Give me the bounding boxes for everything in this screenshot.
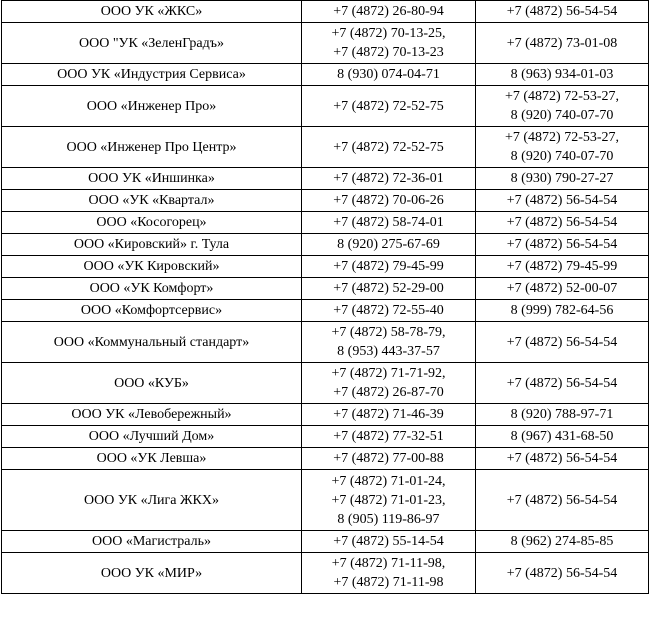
phone-number: +7 (4872) 70-13-23	[333, 45, 444, 60]
phone-number: +7 (4872) 72-53-27,	[504, 130, 620, 145]
table-row	[2, 448, 649, 470]
secondary-phone-cell	[476, 64, 649, 86]
table-row	[2, 300, 649, 322]
secondary-phone-cell	[476, 212, 649, 234]
phone-number: +7 (4872) 26-87-70	[333, 385, 444, 400]
phone-number: +7 (4872) 56-54-54	[506, 4, 618, 19]
phone-number: +7 (4872) 72-36-01	[333, 171, 444, 186]
secondary-phone-cell	[476, 322, 649, 363]
primary-phone-cell	[302, 234, 476, 256]
table-row	[2, 127, 649, 168]
primary-phone-cell	[302, 553, 476, 594]
primary-phone-cell	[302, 322, 476, 363]
company-name-cell: ООО «УК Кировский»	[2, 256, 302, 278]
company-name-cell: ООО «Инженер Про Центр»	[2, 127, 302, 168]
primary-phone-cell	[302, 531, 476, 553]
company-name-cell: ООО «УК Левша»	[2, 448, 302, 470]
company-name-cell: ООО «Комфортсервис»	[2, 300, 302, 322]
phone-number: 8 (962) 274-85-85	[510, 534, 614, 549]
phone-number: +7 (4872) 55-14-54	[333, 534, 444, 549]
primary-phone-cell	[302, 64, 476, 86]
phone-number: +7 (4872) 71-01-23,	[331, 492, 446, 508]
secondary-phone-cell	[476, 168, 649, 190]
phone-number: +7 (4872) 72-55-40	[333, 303, 444, 318]
phone-number: +7 (4872) 71-46-39	[333, 407, 444, 422]
secondary-phone-cell	[476, 426, 649, 448]
phone-number: +7 (4872) 26-80-94	[333, 4, 444, 19]
company-name-cell: ООО «Инженер Про»	[2, 86, 302, 127]
contacts-table	[1, 0, 649, 594]
phone-number: 8 (930) 790-27-27	[510, 171, 614, 186]
secondary-phone-cell	[476, 531, 649, 553]
primary-phone-cell	[302, 212, 476, 234]
primary-phone-cell	[302, 363, 476, 404]
primary-phone-cell	[302, 86, 476, 127]
table-row	[2, 531, 649, 553]
phone-number: 8 (967) 431-68-50	[510, 429, 614, 444]
secondary-phone-cell	[476, 363, 649, 404]
phone-number: +7 (4872) 58-78-79,	[331, 325, 446, 340]
company-name-cell: ООО «КУБ»	[2, 363, 302, 404]
phone-number: +7 (4872) 79-45-99	[506, 259, 618, 274]
phone-number: +7 (4872) 72-53-27,	[504, 89, 620, 104]
company-name-cell: ООО УК «МИР»	[2, 553, 302, 594]
company-name-cell: ООО «Магистраль»	[2, 531, 302, 553]
phone-number: +7 (4872) 73-01-08	[506, 35, 618, 51]
table-row	[2, 168, 649, 190]
company-name-cell: ООО УК «ЖКС»	[2, 1, 302, 23]
phone-number: +7 (4872) 71-71-92,	[331, 366, 446, 381]
phone-number: 8 (905) 119-86-97	[337, 511, 440, 527]
company-name-cell: ООО «Косогорец»	[2, 212, 302, 234]
primary-phone-cell	[302, 23, 476, 64]
company-name-cell: ООО «УК Комфорт»	[2, 278, 302, 300]
phone-number: +7 (4872) 79-45-99	[333, 259, 444, 274]
company-name-cell: ООО УК «Индустрия Сервиса»	[2, 64, 302, 86]
secondary-phone-cell	[476, 470, 649, 531]
phone-number: 8 (920) 275-67-69	[337, 237, 440, 252]
table-row	[2, 322, 649, 363]
table-row	[2, 234, 649, 256]
primary-phone-cell	[302, 256, 476, 278]
secondary-phone-cell	[476, 448, 649, 470]
phone-number: +7 (4872) 56-54-54	[506, 451, 618, 466]
phone-number: 8 (920) 788-97-71	[510, 407, 614, 422]
phone-number: +7 (4872) 58-74-01	[333, 215, 444, 230]
table-body	[2, 1, 649, 594]
company-name-cell: ООО УК «Левобережный»	[2, 404, 302, 426]
phone-number: +7 (4872) 52-00-07	[506, 281, 618, 296]
phone-number: 8 (953) 443-37-57	[337, 344, 440, 359]
secondary-phone-cell	[476, 86, 649, 127]
table-row	[2, 256, 649, 278]
phone-number: 8 (920) 740-07-70	[510, 149, 614, 164]
table-row	[2, 470, 649, 531]
phone-number: +7 (4872) 70-06-26	[333, 193, 444, 208]
phone-number: 8 (930) 074-04-71	[337, 67, 440, 82]
primary-phone-cell	[302, 448, 476, 470]
phone-number: +7 (4872) 72-52-75	[333, 139, 444, 155]
phone-number: +7 (4872) 56-54-54	[506, 334, 618, 350]
secondary-phone-cell	[476, 190, 649, 212]
primary-phone-cell	[302, 190, 476, 212]
phone-number: +7 (4872) 72-52-75	[333, 98, 444, 114]
primary-phone-cell	[302, 278, 476, 300]
company-name-cell: ООО "УК «ЗеленГрадъ»	[2, 23, 302, 64]
table-row	[2, 64, 649, 86]
phone-number: 8 (963) 934-01-03	[510, 67, 614, 82]
phone-number: +7 (4872) 77-00-88	[333, 451, 444, 466]
phone-number: +7 (4872) 56-54-54	[506, 375, 618, 391]
secondary-phone-cell	[476, 553, 649, 594]
phone-number: +7 (4872) 52-29-00	[333, 281, 444, 296]
primary-phone-cell	[302, 300, 476, 322]
phone-number: +7 (4872) 71-11-98	[333, 575, 444, 590]
company-name-cell: ООО «УК «Квартал»	[2, 190, 302, 212]
phone-number: +7 (4872) 56-54-54	[506, 193, 618, 208]
primary-phone-cell	[302, 1, 476, 23]
phone-number: +7 (4872) 56-54-54	[506, 237, 618, 252]
table-row	[2, 278, 649, 300]
primary-phone-cell	[302, 470, 476, 531]
table-row	[2, 553, 649, 594]
phone-number: +7 (4872) 70-13-25,	[331, 26, 446, 41]
phone-number: +7 (4872) 71-01-24,	[331, 473, 446, 489]
table-row	[2, 1, 649, 23]
secondary-phone-cell	[476, 234, 649, 256]
primary-phone-cell	[302, 426, 476, 448]
primary-phone-cell	[302, 127, 476, 168]
primary-phone-cell	[302, 168, 476, 190]
company-name-cell: ООО «Кировский» г. Тула	[2, 234, 302, 256]
table-row	[2, 426, 649, 448]
secondary-phone-cell	[476, 300, 649, 322]
table-row	[2, 212, 649, 234]
table-row	[2, 86, 649, 127]
secondary-phone-cell	[476, 23, 649, 64]
secondary-phone-cell	[476, 278, 649, 300]
phone-number: 8 (920) 740-07-70	[510, 108, 614, 123]
secondary-phone-cell	[476, 256, 649, 278]
table-row	[2, 23, 649, 64]
phone-number: +7 (4872) 56-54-54	[506, 492, 618, 508]
company-name-cell: ООО УК «Иншинка»	[2, 168, 302, 190]
company-name-cell: ООО «Коммунальный стандарт»	[2, 322, 302, 363]
secondary-phone-cell	[476, 404, 649, 426]
company-name-cell: ООО «Лучший Дом»	[2, 426, 302, 448]
phone-number: 8 (999) 782-64-56	[510, 303, 614, 318]
table-row	[2, 190, 649, 212]
table-row	[2, 404, 649, 426]
company-name-cell: ООО УК «Лига ЖКХ»	[2, 470, 302, 531]
phone-number: +7 (4872) 56-54-54	[506, 565, 618, 581]
table-row	[2, 363, 649, 404]
phone-number: +7 (4872) 71-11-98,	[331, 556, 446, 571]
primary-phone-cell	[302, 404, 476, 426]
secondary-phone-cell	[476, 1, 649, 23]
phone-number: +7 (4872) 56-54-54	[506, 215, 618, 230]
phone-number: +7 (4872) 77-32-51	[333, 429, 444, 444]
secondary-phone-cell	[476, 127, 649, 168]
